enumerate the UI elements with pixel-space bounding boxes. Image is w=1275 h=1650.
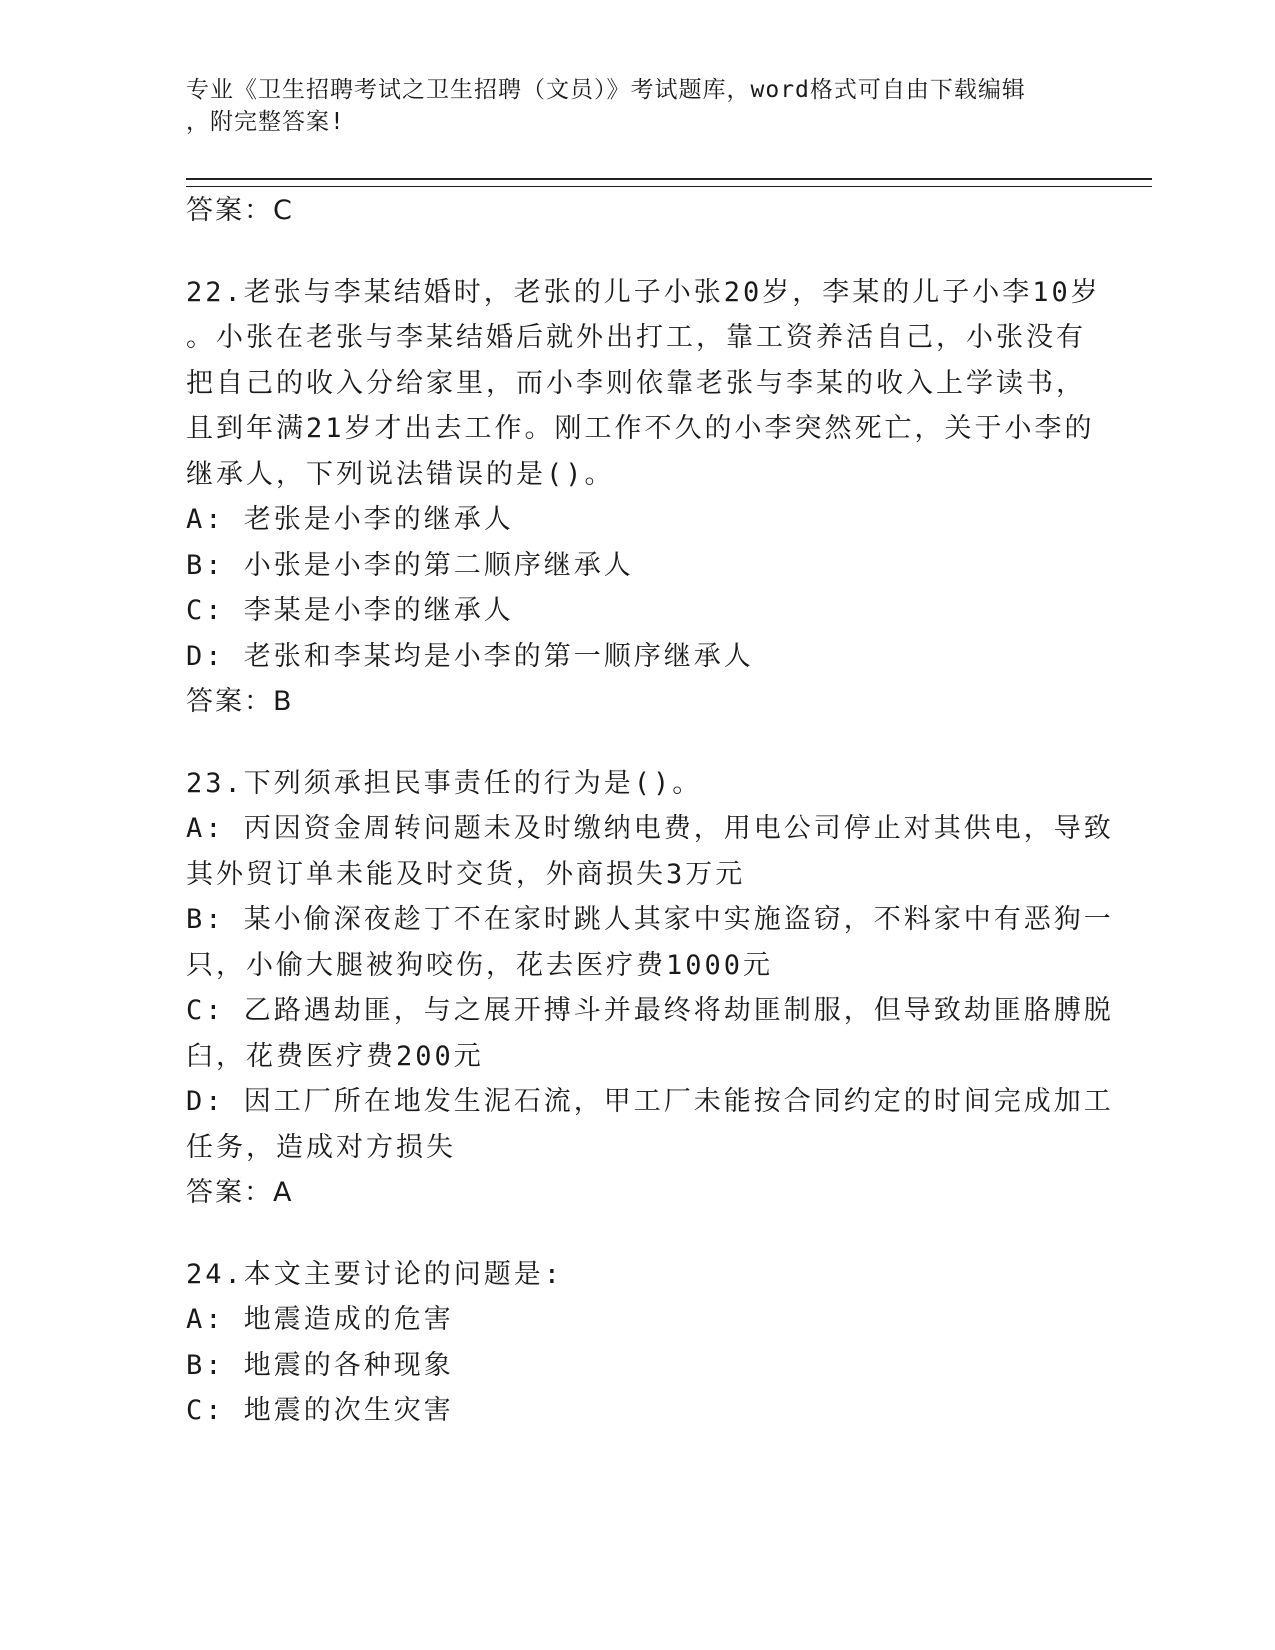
option-a: A: 地震造成的危害 [186,1304,454,1335]
option-c-line: C: 乙路遇劫匪，与之展开搏斗并最终将劫匪制服，但导致劫匪胳膊脱 [186,995,1114,1026]
question-24 [186,1252,1086,1434]
answer-22: 答案：B [186,686,294,717]
question-stem-line: 22.老张与李某结婚时，老张的儿子小张20岁，李某的儿子小李10岁 [186,276,1101,308]
spacer [186,725,1086,761]
question-stem-line: 。小张在老张与李某结婚后就外出打工，靠工资养活自己，小张没有 [186,322,1086,353]
option-b-line: 只，小偷大腿被狗咬伤，花去医疗费1000元 [186,949,774,981]
header-title-line-2: ，附完整答案! [186,109,345,135]
option-d-line: 任务，造成对方损失 [186,1131,456,1163]
option-c: C: 李某是小李的继承人 [186,595,514,626]
option-b-line: B: 某小偷深夜趁丁不在家时跳人其家中实施盗窃，不料家中有恶狗一 [186,904,1114,935]
question-stem: 24.本文主要讨论的问题是: [186,1258,564,1290]
question-stem-line: 且到年满21岁才出去工作。刚工作不久的小李突然死亡，关于小李的 [186,413,1095,444]
spacer [186,1216,1086,1252]
spacer [186,234,1086,270]
option-a: A: 老张是小李的继承人 [186,504,514,535]
question-23 [186,761,1114,1216]
question-stem-line: 继承人，下列说法错误的是()。 [186,458,615,490]
header-divider [186,178,1152,187]
option-d-line: D: 因工厂所在地发生泥石流，甲工厂未能按合同约定的时间完成加工 [186,1086,1114,1117]
option-c: C: 地震的次生灾害 [186,1395,454,1426]
answer-23: 答案：A [186,1177,294,1208]
page-header [186,74,1086,138]
previous-answer: 答案：C [186,195,294,226]
header-title-line-1: 专业《卫生招聘考试之卫生招聘（文员）》考试题库，word格式可自由下载编辑 [186,77,1026,103]
option-b: B: 地震的各种现象 [186,1349,454,1381]
question-stem: 23.下列须承担民事责任的行为是()。 [186,767,703,799]
question-stem-line: 把自己的收入分给家里，而小李则依靠老张与李某的收入上学读书， [186,367,1086,399]
option-a-line: A: 丙因资金周转问题未及时缴纳电费，用电公司停止对其供电，导致 [186,813,1114,844]
question-content [186,188,1114,1434]
question-22 [186,270,1101,725]
option-c-line: 臼，花费医疗费200元 [186,1040,484,1072]
option-d: D: 老张和李某均是小李的第一顺序继承人 [186,640,754,672]
option-b: B: 小张是小李的第二顺序继承人 [186,549,634,581]
option-a-line: 其外贸订单未能及时交货，外商损失3万元 [186,858,746,890]
